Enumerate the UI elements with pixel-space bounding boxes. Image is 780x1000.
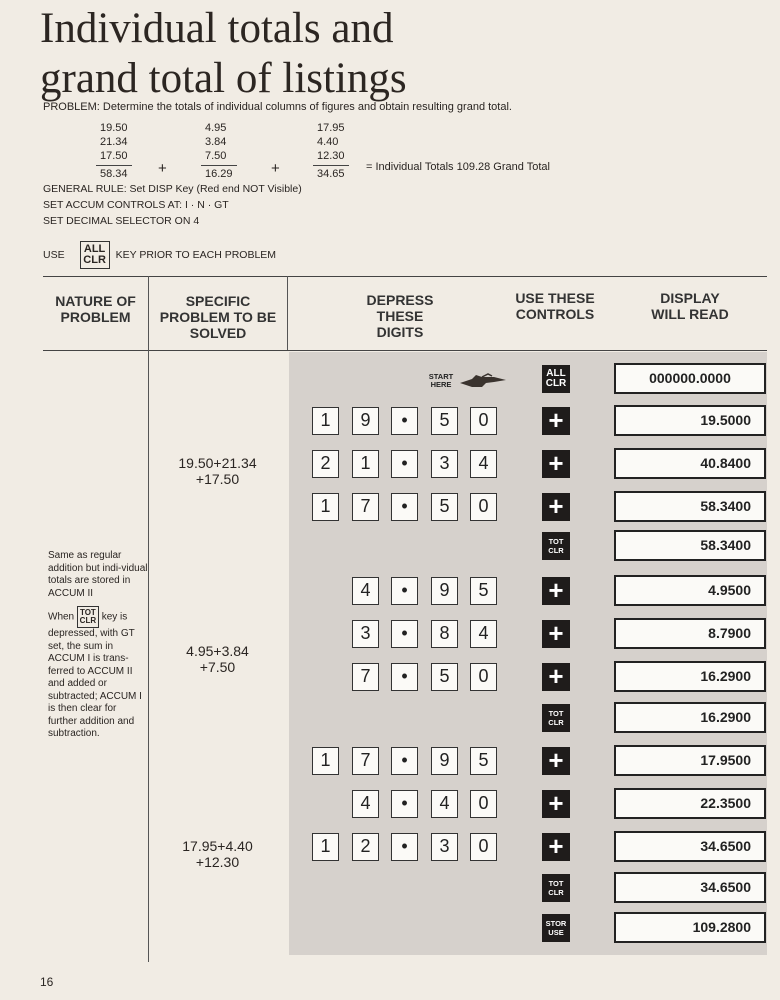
decimal-key: • (391, 407, 418, 435)
digit-key: 8 (431, 620, 458, 648)
nature-text-1: Same as regular addition but indi-vidual totals are stored in ACCUM II (48, 550, 148, 599)
decimal-key: • (391, 790, 418, 818)
problem-column-2: 4.95 3.84 7.50 16.29 (201, 121, 237, 181)
steps-panel (289, 352, 767, 955)
digit-key: 2 (312, 450, 339, 478)
header-display: DISPLAY WILL READ (651, 290, 729, 322)
digit-key: 2 (352, 833, 379, 861)
digit-key: 0 (470, 407, 497, 435)
tot-clr-control-key: TOT CLR (542, 532, 570, 560)
specific-problem-3: 17.95+4.40 +12.30 (182, 838, 253, 870)
digit-key: 5 (470, 577, 497, 605)
decimal-key: • (391, 833, 418, 861)
plus-control-key: + (542, 407, 570, 435)
column-divider-1 (148, 276, 149, 962)
page-number: 16 (40, 975, 54, 989)
digit-key: 5 (431, 407, 458, 435)
decimal-key: • (391, 450, 418, 478)
display-reading: 17.9500 (614, 745, 766, 776)
display-reading: 4.9500 (614, 575, 766, 606)
display-reading: 34.6500 (614, 831, 766, 862)
tot-clr-control-key: TOT CLR (542, 704, 570, 732)
column-total: 16.29 (201, 165, 237, 181)
digit-key: 5 (470, 747, 497, 775)
header-nature: NATURE OF PROBLEM (55, 293, 136, 325)
totals-label: = Individual Totals 109.28 Grand Total (366, 161, 550, 173)
digit-key: 0 (470, 493, 497, 521)
column-divider-2 (287, 276, 288, 350)
digit-key: 1 (312, 747, 339, 775)
digit-key: 1 (352, 450, 379, 478)
plus-sign: + (271, 160, 280, 177)
nature-description (48, 550, 148, 741)
problem-column-1: 19.50 21.34 17.50 58.34 (96, 121, 132, 181)
digit-key: 0 (470, 833, 497, 861)
title-line-1: Individual totals and (40, 5, 394, 52)
decimal-key: • (391, 663, 418, 691)
decimal-key: • (391, 577, 418, 605)
problem-column-3: 17.95 4.40 12.30 34.65 (313, 121, 349, 181)
start-here-label: START HERE (428, 372, 454, 389)
digit-key: 4 (352, 577, 379, 605)
digit-key: 0 (470, 663, 497, 691)
digit-key: 4 (431, 790, 458, 818)
all-clr-key-icon: ALL CLR (80, 241, 110, 269)
plus-control-key: + (542, 833, 570, 861)
display-reading: 58.3400 (614, 491, 766, 522)
digit-key: 7 (352, 747, 379, 775)
accum-controls-rule: SET ACCUM CONTROLS AT: I · N · GT (43, 199, 229, 211)
page-title (40, 4, 407, 104)
display-reading: 8.7900 (614, 618, 766, 649)
column-total: 58.34 (96, 165, 132, 181)
header-bottom-rule (43, 350, 767, 351)
digit-key: 1 (312, 833, 339, 861)
digit-key: 0 (470, 790, 497, 818)
nature-text-2: key is depressed, with GT set, the sum in ACCUM I is trans-ferred to ACCUM II and added or subtracted; ACCUM I is then clear for further addition and subtraction. (48, 611, 142, 739)
display-reading: 58.3400 (614, 530, 766, 561)
plus-control-key: + (542, 450, 570, 478)
display-reading: 16.2900 (614, 661, 766, 692)
decimal-key: • (391, 493, 418, 521)
use-key-instruction: USE ALL CLR KEY PRIOR TO EACH PROBLEM (43, 241, 276, 269)
digit-key: 1 (312, 407, 339, 435)
pointing-hand-icon (458, 371, 508, 391)
digit-key: 4 (352, 790, 379, 818)
problem-statement: PROBLEM: Determine the totals of individual columns of figures and obtain resulting grand total. (43, 101, 512, 113)
digit-key: 9 (352, 407, 379, 435)
specific-problem-2: 4.95+3.84 +7.50 (186, 643, 249, 675)
digit-key: 4 (470, 450, 497, 478)
decimal-key: • (391, 747, 418, 775)
plus-control-key: + (542, 790, 570, 818)
plus-control-key: + (542, 747, 570, 775)
all-clr-control-key: ALL CLR (542, 365, 570, 393)
digit-key: 1 (312, 493, 339, 521)
digit-key: 3 (352, 620, 379, 648)
plus-sign: + (158, 160, 167, 177)
digit-key: 7 (352, 663, 379, 691)
digit-key: 5 (431, 493, 458, 521)
digit-key: 7 (352, 493, 379, 521)
column-total: 34.65 (313, 165, 349, 181)
header-controls: USE THESE CONTROLS (515, 290, 595, 322)
table-top-rule (43, 276, 767, 277)
specific-problem-1: 19.50+21.34 +17.50 (178, 455, 257, 487)
header-depress: DEPRESS THESE DIGITS (366, 292, 434, 340)
display-reading: 16.2900 (614, 702, 766, 733)
decimal-key: • (391, 620, 418, 648)
display-reading: 19.5000 (614, 405, 766, 436)
header-specific: SPECIFIC PROBLEM TO BE SOLVED (159, 293, 277, 341)
digit-key: 4 (470, 620, 497, 648)
general-rule: GENERAL RULE: Set DISP Key (Red end NOT Visible) (43, 183, 302, 195)
nature-when: When (48, 611, 75, 623)
decimal-selector-rule: SET DECIMAL SELECTOR ON 4 (43, 215, 200, 227)
display-reading: 22.3500 (614, 788, 766, 819)
plus-control-key: + (542, 577, 570, 605)
stor-use-control-key: STOR USE (542, 914, 570, 942)
display-reading: 109.2800 (614, 912, 766, 943)
digit-key: 3 (431, 833, 458, 861)
display-reading: 34.6500 (614, 872, 766, 903)
display-reading: 40.8400 (614, 448, 766, 479)
tot-clr-key-icon: TOT CLR (77, 606, 99, 628)
plus-control-key: + (542, 663, 570, 691)
plus-control-key: + (542, 620, 570, 648)
digit-key: 9 (431, 747, 458, 775)
digit-key: 5 (431, 663, 458, 691)
plus-control-key: + (542, 493, 570, 521)
title-line-2: grand total of listings (40, 55, 407, 102)
digit-key: 3 (431, 450, 458, 478)
display-reading: 000000.0000 (614, 363, 766, 394)
digit-key: 9 (431, 577, 458, 605)
tot-clr-control-key: TOT CLR (542, 874, 570, 902)
